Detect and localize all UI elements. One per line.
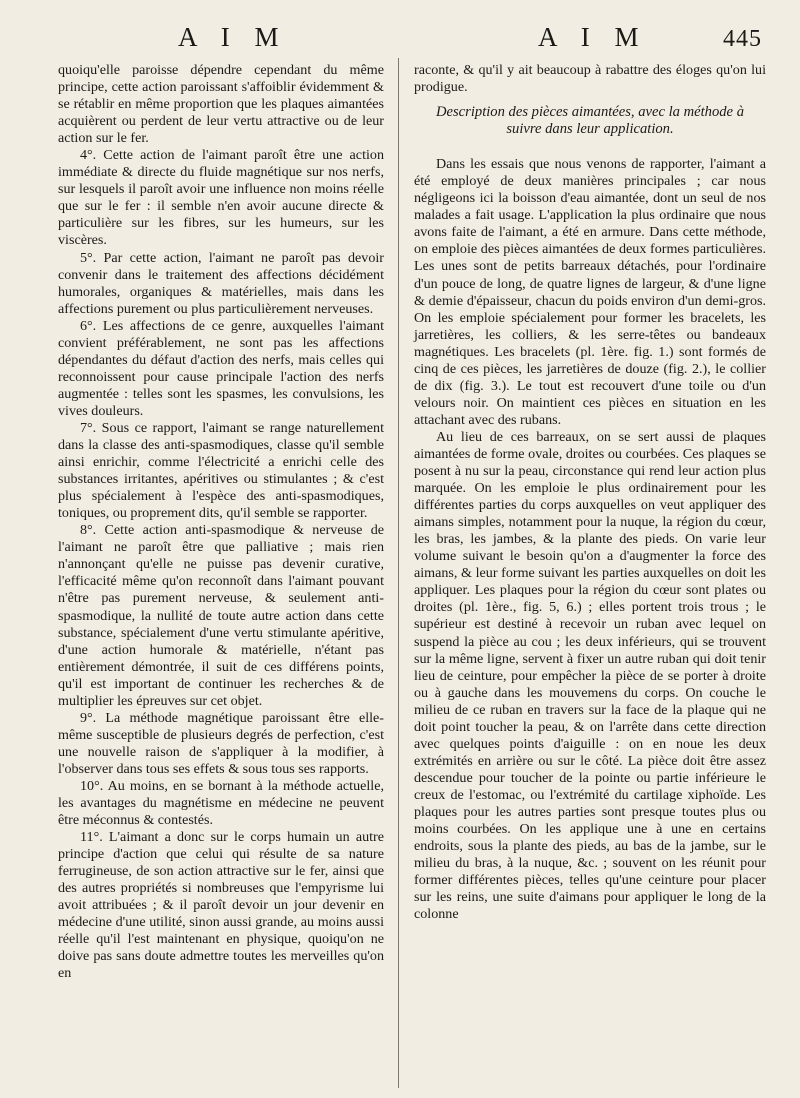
header-center-word: A I M	[538, 22, 648, 52]
header-left-word: A I M	[178, 22, 288, 52]
section-subtitle: Description des pièces aimantées, avec la méthode à suivre dans leur application.	[435, 104, 744, 138]
paragraph: 11°. L'aimant a donc sur le corps humain un autre principe d'action que celui qui résulte de sa nature ferrugineuse, de son action attractive sur le fer, ainsi que des autres propriétés si nombreuses que l'empyrisme lui avoit attribuées ; & il paroît devoir un jour devenir en médecine d'une utilité, sinon aussi grande, au moins aussi réelle qu'il l'est maintenant en physique, quoiqu'on ne doive pas sans doute admettre toutes les merveilles qu'on en	[58, 829, 384, 982]
paragraph: quoiqu'elle paroisse dépendre cependant du même principe, cette action paroissant s'affoiblir évidemment & se rétablir en même proportion que les plaques aimantées acquièrent ou perdent de leur vertu attractive ou de leur action sur le fer.	[58, 62, 384, 147]
page-number: 445	[723, 26, 762, 52]
paragraph: raconte, & qu'il y ait beaucoup à rabattre des éloges qu'on lui prodigue.	[414, 62, 766, 96]
paragraph: 4°. Cette action de l'aimant paroît être une action immédiate & directe du fluide magnétique sur nos nerfs, sur lesquels il paroît avoir une influence non moins réelle que sur le fer : il semble n'en avoir aucune directe & particulière sur les fibres, sur les humeurs, sur les viscères.	[58, 147, 384, 249]
running-header	[0, 22, 800, 52]
column-divider	[398, 58, 399, 1088]
paragraph: 6°. Les affections de ce genre, auxquelles l'aimant convient préférablement, ne sont pas les affections dépendantes du défaut d'action des nerfs, mais celles qui reconnoissent pour cause principale l'action des nerfs augmentée : telles sont les spasmes, les convulsions, les vives douleurs.	[58, 317, 384, 419]
left-column	[58, 62, 384, 983]
paragraph: 5°. Par cette action, l'aimant ne paroît pas devoir convenir dans le traitement des affections décidément humorales, organiques & matérielles, mais dans les affections purement ou plus particulièrement nerveuses.	[58, 249, 384, 317]
paragraph: 9°. La méthode magnétique paroissant être elle-même susceptible de plusieurs degrés de perfection, c'est une nouvelle raison de s'appliquer à la modifier, à l'observer dans tous ses effets & sous tous ses rapports.	[58, 709, 384, 777]
paragraph: Dans les essais que nous venons de rapporter, l'aimant a été employé de deux manières principales ; car nous négligeons ici la boisson d'eau aimantée, dont un seul de nos malades a fait usage. L'application la plus ordinaire que nous avons faite de l'aimant, a été en armure. Dans cette méthode, on emploie des pièces aimantées de deux formes particulières. Les unes sont de petits barreaux détachés, pour l'ordinaire d'un pouce de long, de quatre lignes de largeur, & d'une ligne & demie d'épaisseur, chacun du poids environ d'un demi-gros. On les emploie spécialement pour former les bracelets, les jarretières, les colliers, & les serre-têtes ou bandeaux magnétiques. Les bracelets (pl. 1ère. fig. 1.) sont formés de cinq de ces pièces, les jarretières de douze (fig. 2.), le collier de dix (fig. 3.). Le tout est recouvert d'une toile ou d'un velours noir. On maintient ces pièces en situation en les attachant avec des rubans.	[414, 156, 766, 428]
paragraph: 7°. Sous ce rapport, l'aimant se range naturellement dans la classe des anti-spasmodiques, classe qu'il semble ainsi enrichir, comme l'électricité a enrichi celle des substances irritantes, apéritives ou stimulantes ; & c'est plus spécialement à l'espèce des anti-spasmodiques, toniques, ou proprement dits, qu'il semble se rapporter.	[58, 419, 384, 522]
paragraph: 8°. Cette action anti-spasmodique & nerveuse de l'aimant ne paroît être que palliative ; mais rien n'annonçant qu'elle ne puisse pas devenir curative, l'efficacité même qu'on reconnoît dans l'aimant pouvant n'être pas purement nerveuse, & seulement anti-spasmodique, la nullité de toute autre action dans cette substance, spécialement d'une vertu stimulante apéritive, d'une action humorale & matérielle, n'étant pas entièrement démontrée, il suit de ces différens points, qu'il est important de continuer les recherches & de multiplier les épreuves sur cet objet.	[58, 522, 384, 709]
right-column	[414, 62, 766, 923]
paragraph: 10°. Au moins, en se bornant à la méthode actuelle, les avantages du magnétisme en médecine ne peuvent être méconnus & contestés.	[58, 777, 384, 829]
paragraph: Au lieu de ces barreaux, on se sert aussi de plaques aimantées de forme ovale, droites ou courbées. Ces plaques se posent à nu sur la peau, circonstance qui rend leur action plus marquée. On les emploie le plus ordinairement pour les différentes parties du corps auxquelles on veut appliquer des aimans simples, notamment pour la nuque, la région du cœur, les bras, les jambes, & la plante des pieds. On varie leur volume suivant le besoin qu'on a d'augmenter la force des aimans, & leur forme suivant les parties auxquelles on doit les appliquer. Les plaques pour la région du cœur sont plates ou droites (pl. 1ère., fig. 5, 6.) ; elles portent trois trous ; le supérieur est destiné à recevoir un ruban avec lequel on suspend la pièce au cou ; les deux inférieurs, qui se trouvent sur la même ligne, servent à fixer un autre ruban qui doit tenir lieu de ceinture, pour empêcher la pièce de se porter à droite ou à gauche dans les mouvemens du corps. On couche le milieu de ce ruban en travers sur la face de la plaque qui ne doit point toucher la peau, & on l'arrête dans cette direction avec quelques points d'aiguille : on en noue les deux extrémités en arrière ou sur le côté. La pièce doit être assez descendue pour toucher de la pointe ou partie inférieure le creux de l'estomac, ou l'extrémité du cartilage xiphoïde. Les plaques pour les autres parties sont presque toutes plus ou moins courbées. On les applique une à une en certains endroits, sous la plante des pieds, au bas de la jambe, sur le milieu du bras, à la nuque, &c. ; souvent on les réunit pour former différentes pièces, telles qu'une ceinture pour placer sur les reins, une suite d'aimans pour appliquer le long de la colonne	[414, 428, 766, 923]
